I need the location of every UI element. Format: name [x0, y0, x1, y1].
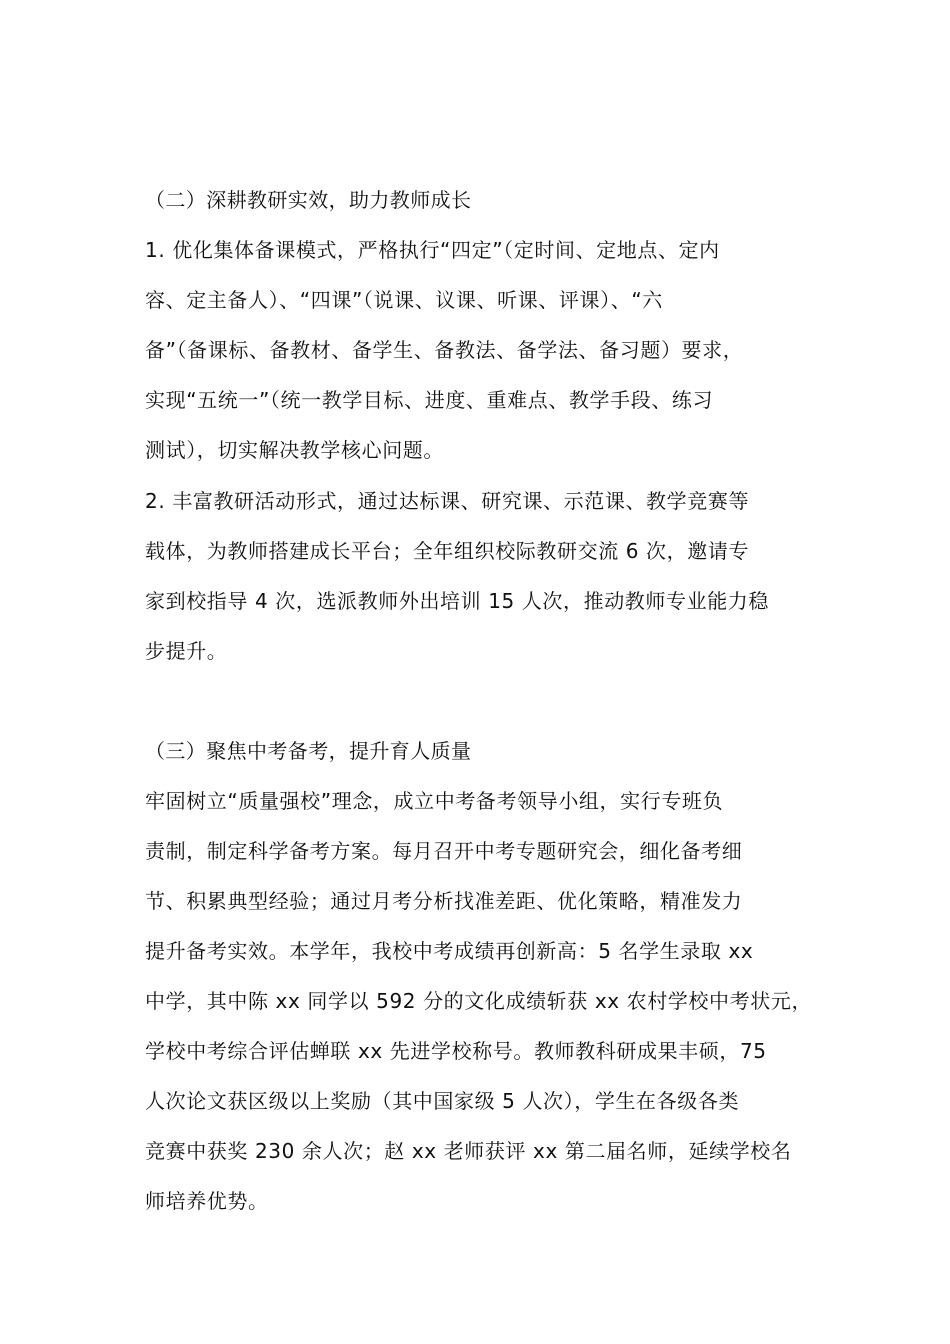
section-3-body-line-8: 竞赛中获奖 230 余人次；赵 xx 老师获评 xx 第二届名师，延续学校名: [145, 1139, 792, 1163]
section-3-body-line-9: 师培养优势。: [145, 1189, 269, 1213]
section-2-item-1-line-5: 测试），切实解决教学核心问题。: [145, 438, 444, 462]
section-2-heading: （二）深耕教研实效，助力教师成长: [145, 188, 472, 212]
section-2-item-2-line-3: 家到校指导 4 次，选派教师外出培训 15 人次，推动教师专业能力稳: [145, 589, 770, 613]
section-3-body-line-5: 中学，其中陈 xx 同学以 592 分的文化成绩斩获 xx 农村学校中考状元，: [145, 989, 813, 1013]
section-2-item-1-line-1: 1. 优化集体备课模式，严格执行“四定”（定时间、定地点、定内: [145, 238, 720, 262]
section-3-body-line-4: 提升备考实效。本学年，我校中考成绩再创新高：5 名学生录取 xx: [145, 939, 754, 963]
section-3-body-line-6: 学校中考综合评估蝉联 xx 先进学校称号。教师教科研成果丰硕，75: [145, 1039, 767, 1063]
section-3-body-line-7: 人次论文获区级以上奖励（其中国家级 5 人次），学生在各级各类: [145, 1089, 740, 1113]
section-3-body-line-3: 节、积累典型经验；通过月考分析找准差距、优化策略，精准发力: [145, 889, 743, 913]
section-2-item-2-line-1: 2. 丰富教研活动形式，通过达标课、研究课、示范课、教学竞赛等: [145, 489, 750, 513]
section-3-body-line-2: 责制，制定科学备考方案。每月召开中考专题研究会，细化备考细: [145, 839, 743, 863]
section-2-item-1-line-2: 容、定主备人）、“四课”（说课、议课、听课、评课）、“六: [145, 288, 663, 312]
section-3-heading: （三）聚焦中考备考，提升育人质量: [145, 739, 472, 763]
section-2-item-1-line-3: 备”（备课标、备教材、备学生、备教法、备学法、备习题）要求，: [145, 338, 744, 362]
section-2-item-1-line-4: 实现“五统一”（统一教学目标、进度、重难点、教学手段、练习: [145, 388, 714, 412]
section-3-body-line-1: 牢固树立“质量强校”理念，成立中考备考领导小组，实行专班负: [145, 789, 724, 813]
section-2-item-2-line-4: 步提升。: [145, 639, 228, 663]
section-2-item-2-line-2: 载体，为教师搭建成长平台；全年组织校际教研交流 6 次，邀请专: [145, 539, 750, 563]
